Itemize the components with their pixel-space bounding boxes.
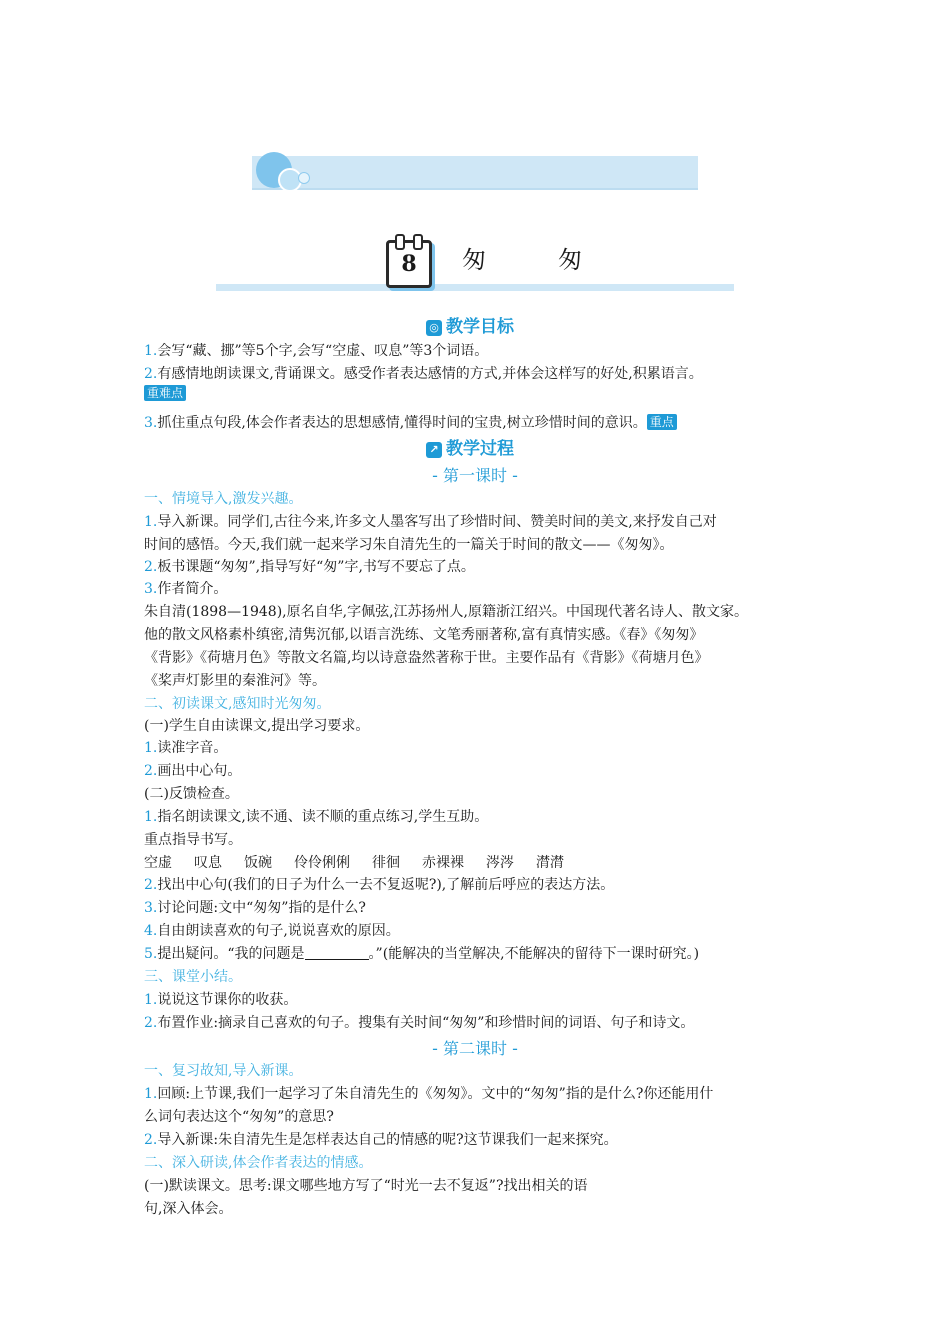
- first-s2-2: [144, 875, 614, 895]
- first-s2-4-number: 4.: [144, 923, 158, 939]
- vocab-word: 饭碗: [244, 855, 272, 871]
- vocab-word: 空虚: [144, 855, 172, 871]
- goal-3-number: 3.: [144, 415, 158, 431]
- calendar-ring-right: [413, 234, 423, 250]
- second-p2: [144, 1130, 618, 1150]
- title-underline: [216, 284, 734, 291]
- vocab-word: 涔涔: [486, 855, 514, 871]
- goal-2-number: 2.: [144, 366, 158, 382]
- page-title: 匆 匆: [462, 246, 606, 274]
- first-s1-2-number: 2.: [144, 763, 158, 779]
- first-s3-2-number: 2.: [144, 1015, 158, 1031]
- section-process-heading: [426, 434, 514, 459]
- first-s2-2-number: 2.: [144, 877, 158, 893]
- bio-line-4: 《桨声灯影里的秦淮河》等。: [144, 673, 326, 689]
- first-s2-4-text: 自由朗读喜欢的句子,说说喜欢的原因。: [157, 923, 400, 939]
- first-s1-1-number: 1.: [144, 740, 158, 756]
- first-s2-5-number: 5.: [144, 946, 158, 962]
- first-h3: 三、课堂小结。: [144, 969, 242, 985]
- goal-1: [144, 341, 488, 361]
- second-p2-text: 导入新课:朱自清先生是怎样表达自己的情感的呢?这节课我们一起来探究。: [157, 1132, 618, 1148]
- section-goals-heading: [426, 312, 514, 337]
- key-badge: 重点: [647, 414, 677, 430]
- first-p2: [144, 557, 475, 577]
- first-s1-2-text: 画出中心句。: [157, 763, 242, 779]
- first-p1a: [144, 512, 717, 532]
- header-banner: [252, 152, 700, 192]
- first-p3: [144, 579, 227, 599]
- first-p2-number: 2.: [144, 559, 158, 575]
- vocab-word: 赤裸裸: [422, 855, 464, 871]
- first-s2-5a-text: 提出疑问。“我的问题是: [157, 946, 305, 962]
- goal-2-tag-row: [144, 384, 186, 404]
- second-p2-number: 2.: [144, 1132, 158, 1148]
- second-s1a: (一)默读课文。思考:课文哪些地方写了“时光一去不复返”?找出相关的语: [144, 1178, 588, 1194]
- second-p1b: 么词句表达这个“匆匆”的意思?: [144, 1109, 334, 1125]
- fill-in-blank: [305, 945, 369, 960]
- vocab-word: 伶伶俐俐: [294, 855, 350, 871]
- vocab-word: 叹息: [194, 855, 222, 871]
- first-s2-5: [144, 944, 699, 964]
- banner-bar: [252, 156, 698, 190]
- first-s2-note: 重点指导书写。: [144, 832, 242, 848]
- first-s1-2: [144, 761, 241, 781]
- process-icon: ↗: [426, 442, 442, 458]
- first-s2-3-text: 讨论问题:文中“匆匆”指的是什么?: [157, 900, 366, 916]
- bio-line-1: 朱自清(1898—1948),原名自华,字佩弦,江苏扬州人,原籍浙江绍兴。中国现代著名诗人、散文家。: [144, 604, 748, 620]
- first-s2-1: [144, 807, 488, 827]
- first-p1b: 时间的感悟。今天,我们就一起来学习朱自清先生的一篇关于时间的散文——《匆匆》。: [144, 537, 674, 553]
- first-s2-5b-text: 。”(能解决的当堂解决,不能解决的留待下一课时研究。): [368, 946, 700, 962]
- section-goals-label: 教学目标: [446, 317, 514, 337]
- bio-line-3: 《背影》《荷塘月色》等散文名篇,均以诗意盎然著称于世。主要作品有《背影》《荷塘月色》: [144, 650, 709, 666]
- second-p1a-text: 回顾:上节课,我们一起学习了朱自清先生的《匆匆》。文中的“匆匆”指的是什么?你还能用什: [157, 1086, 714, 1102]
- vocab-word: 徘徊: [372, 855, 400, 871]
- second-s1b: 句,深入体会。: [144, 1201, 233, 1217]
- second-h2: 二、深入研读,体会作者表达的情感。: [144, 1155, 373, 1171]
- lesson-title-row: [216, 236, 736, 294]
- first-s2: (二)反馈检查。: [144, 786, 239, 802]
- first-p1-number: 1.: [144, 514, 158, 530]
- first-s2-3-number: 3.: [144, 900, 158, 916]
- first-s3-2: [144, 1013, 694, 1033]
- first-s3-2-text: 布置作业:摘录自己喜欢的句子。搜集有关时间“匆匆”和珍惜时间的词语、句子和诗文。: [157, 1015, 695, 1031]
- vocab-word: 潸潸: [536, 855, 564, 871]
- goal-2-text: 有感情地朗读课文,背诵课文。感受作者表达感情的方式,并体会这样写的好处,积累语言。: [157, 366, 703, 382]
- first-s3-1-text: 说说这节课你的收获。: [157, 992, 298, 1008]
- key-difficult-badge: 重难点: [144, 385, 186, 401]
- first-s1: (一)学生自由读课文,提出学习要求。: [144, 718, 370, 734]
- second-p1-number: 1.: [144, 1086, 158, 1102]
- calendar-icon: [386, 240, 432, 288]
- first-p3-text: 作者简介。: [157, 581, 228, 597]
- target-icon: ◎: [426, 320, 442, 336]
- first-p3-number: 3.: [144, 581, 158, 597]
- first-p2-text: 板书课题“匆匆”,指导写好“匆”字,书写不要忘了点。: [157, 559, 475, 575]
- first-s3-1: [144, 990, 297, 1010]
- first-s1-1-text: 读准字音。: [157, 740, 228, 756]
- bio-line-2: 他的散文风格素朴缜密,清隽沉郁,以语言洗练、文笔秀丽著称,富有真情实感。《春》《匆匆》: [144, 627, 704, 643]
- section-process-label: 教学过程: [446, 439, 514, 459]
- first-s2-2-text: 找出中心句(我们的日子为什么一去不复返呢?),了解前后呼应的表达方法。: [157, 877, 615, 893]
- first-s2-4: [144, 921, 400, 941]
- first-s2-1-text: 指名朗读课文,读不通、读不顺的重点练习,学生互助。: [157, 809, 489, 825]
- second-h1: 一、复习故知,导入新课。: [144, 1063, 303, 1079]
- first-h2: 二、初读课文,感知时光匆匆。: [144, 696, 331, 712]
- first-h1: 一、情境导入,激发兴趣。: [144, 491, 303, 507]
- goal-2: [144, 364, 703, 384]
- first-s2-3: [144, 898, 366, 918]
- goal-3-text: 抓住重点句段,体会作者表达的思想感情,懂得时间的宝贵,树立珍惜时间的意识。: [157, 415, 647, 431]
- lesson-number: 8: [401, 251, 417, 277]
- second-p1a: [144, 1084, 713, 1104]
- calendar-ring-left: [395, 234, 405, 250]
- first-s3-1-number: 1.: [144, 992, 158, 1008]
- lesson-second-heading: - 第二课时 -: [432, 1039, 518, 1058]
- goal-1-text: 会写“藏、挪”等5个字,会写“空虚、叹息”等3个词语。: [157, 343, 489, 359]
- lesson-first-heading: - 第一课时 -: [432, 466, 518, 485]
- first-s2-1-number: 1.: [144, 809, 158, 825]
- vocab-word-list: [144, 853, 586, 873]
- first-s1-1: [144, 738, 227, 758]
- first-p1a-text: 导入新课。同学们,古往今来,许多文人墨客写出了珍惜时间、赞美时间的美文,来抒发自己对: [157, 514, 717, 530]
- banner-circle-small: [298, 172, 310, 184]
- goal-3: [144, 413, 677, 433]
- goal-1-number: 1.: [144, 343, 158, 359]
